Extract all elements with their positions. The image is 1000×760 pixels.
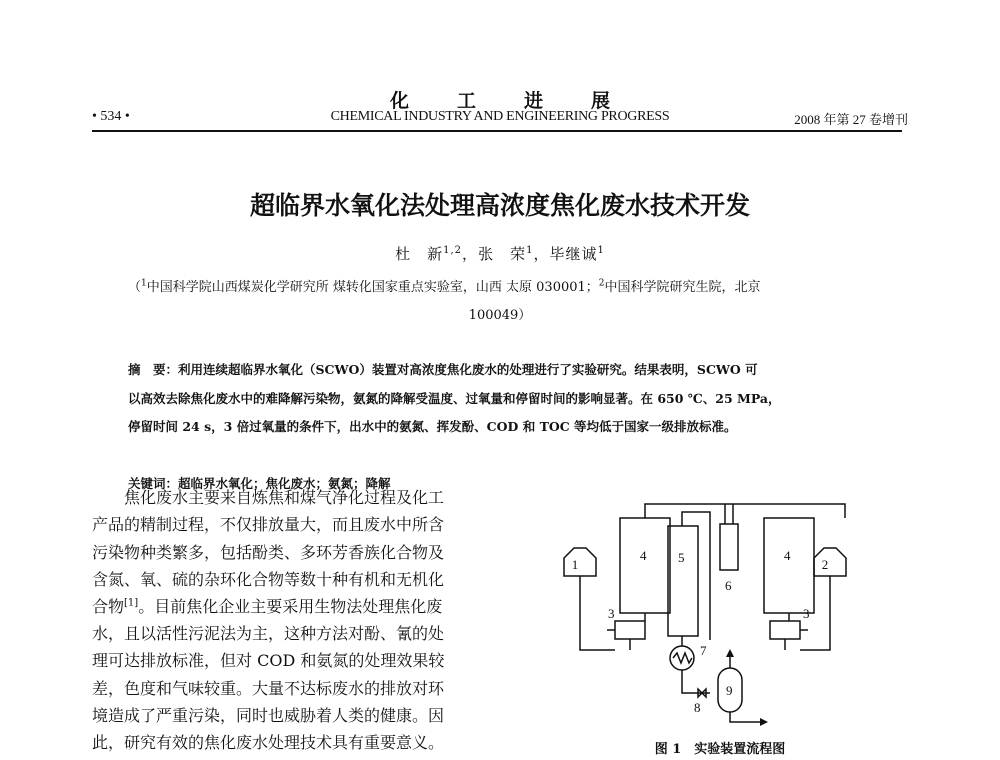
preheater-column bbox=[764, 518, 814, 613]
pump-icon bbox=[615, 621, 645, 639]
header-rule bbox=[92, 130, 902, 132]
paper-title: 超临界水氧化法处理高浓度焦化废水技术开发 bbox=[249, 191, 750, 220]
reactor-column bbox=[668, 526, 698, 636]
pipe-line bbox=[725, 504, 733, 524]
body-text: 合物 bbox=[92, 597, 125, 616]
journal-name-chinese: 化工进展 bbox=[389, 90, 658, 112]
figure-label: 3 bbox=[803, 606, 810, 621]
figure-label: 3 bbox=[608, 606, 615, 621]
author-list: 杜 新$^{1,2}$，张 荣$^1$，毕继诚$^1$ bbox=[395, 245, 605, 263]
body-text-line: 理可达排放标准，但对 COD 和氨氮的处理效果较 bbox=[92, 651, 445, 670]
figure-caption: 图 1 实验装置流程图 bbox=[654, 742, 786, 757]
body-text-line: 此，研究有效的焦化废水处理技术具有重要意义。 bbox=[92, 733, 445, 752]
affiliation-text: 中国科学院山西煤炭化学研究所 煤转化国家重点实验室，山西 太原 030001； bbox=[146, 280, 599, 295]
body-text-line: 差，色度和气味较重。大量不达标废水的排放对环 bbox=[92, 679, 445, 698]
affiliation-mark: 1 bbox=[141, 278, 147, 289]
pump-icon bbox=[770, 621, 800, 639]
body-text-line: 污染物种类繁多，包括酚类、多环芳香族化合物及 bbox=[92, 543, 445, 562]
arrow-icon bbox=[726, 649, 734, 657]
author-affiliation-mark: 1 bbox=[597, 245, 605, 256]
pipe-line bbox=[682, 512, 710, 640]
keywords-text: 超临界水氧化；焦化废水；氨氮；降解 bbox=[178, 476, 391, 491]
tank-icon bbox=[814, 548, 846, 576]
affiliation-mark: 2 bbox=[598, 278, 605, 289]
journal-name-english: CHEMICAL INDUSTRY AND ENGINEERING PROGRESS bbox=[330, 109, 670, 124]
author-name: 杜 新 bbox=[395, 245, 444, 263]
affiliation-text: 中国科学院研究生院，北京 bbox=[604, 280, 761, 295]
tank-icon bbox=[564, 548, 596, 576]
body-text-line: 产品的精制过程，不仅排放量大，而且废水中所含 bbox=[92, 515, 445, 534]
affiliation-line bbox=[128, 276, 761, 295]
figure-label: 9 bbox=[726, 683, 733, 698]
abstract-line: 以高效去除焦化废水中的难降解污染物，氨氮的降解受温度、过氧量和停留时间的影响显著。在 650 ℃、25 MPa， bbox=[128, 391, 781, 406]
author-affiliation-mark: 1 bbox=[526, 245, 534, 256]
issue-info: 2008 年第 27 卷增刊 bbox=[794, 112, 908, 127]
body-text-line bbox=[92, 594, 442, 617]
flow-diagram bbox=[560, 490, 880, 740]
figure-label: 1 bbox=[571, 557, 579, 572]
heat-exchanger bbox=[720, 524, 738, 570]
affiliation-open-paren: （ bbox=[128, 280, 142, 295]
abstract-label: 摘 要： bbox=[128, 362, 179, 377]
figure-label: 4 bbox=[640, 548, 647, 563]
figure-label: 6 bbox=[725, 578, 732, 593]
figure-label: 5 bbox=[678, 550, 685, 565]
body-text-line: 水，且以活性污泥法为主，这种方法对酚、氰的处 bbox=[92, 624, 445, 643]
abstract-text: 利用连续超临界水氧化（SCWO）装置对高浓度焦化废水的处理进行了实验研究。结果表明，SCWO 可 bbox=[178, 362, 758, 377]
top-pipe bbox=[645, 504, 845, 518]
author-name: 毕继诚 bbox=[549, 245, 598, 263]
citation-link[interactable]: [1] bbox=[124, 597, 139, 609]
abstract-line bbox=[128, 360, 758, 378]
body-text: 。目前焦化企业主要采用生物法处理焦化废 bbox=[138, 597, 443, 616]
author-affiliation-mark: 1,2 bbox=[443, 245, 463, 256]
pipe-line bbox=[630, 639, 785, 650]
cooler-coil bbox=[673, 653, 692, 663]
figure-label: 8 bbox=[694, 700, 701, 715]
page-number: • 534 • bbox=[92, 109, 130, 124]
figure-label: 7 bbox=[700, 643, 707, 658]
abstract-line: 停留时间 24 s，3 倍过氧量的条件下，出水中的氨氮、挥发酚、COD 和 TOC 等均低于国家一级排放标准。 bbox=[128, 419, 737, 434]
preheater-column bbox=[620, 518, 670, 613]
body-text-line: 含氮、氧、硫的杂环化合物等数十种有机和无机化 bbox=[92, 570, 445, 589]
body-text-line: 焦化废水主要来自炼焦和煤气净化过程及化工 bbox=[124, 488, 445, 507]
arrow-icon bbox=[760, 718, 768, 726]
figure-label: 4 bbox=[784, 548, 791, 563]
figure-label: 2 bbox=[821, 557, 829, 572]
author-name: 张 荣 bbox=[478, 245, 527, 263]
keywords-label: 关键词： bbox=[128, 476, 179, 491]
body-text-line: 境造成了严重污染，同时也威胁着人类的健康。因 bbox=[92, 706, 445, 725]
affiliation-postcode: 100049） bbox=[468, 308, 532, 323]
